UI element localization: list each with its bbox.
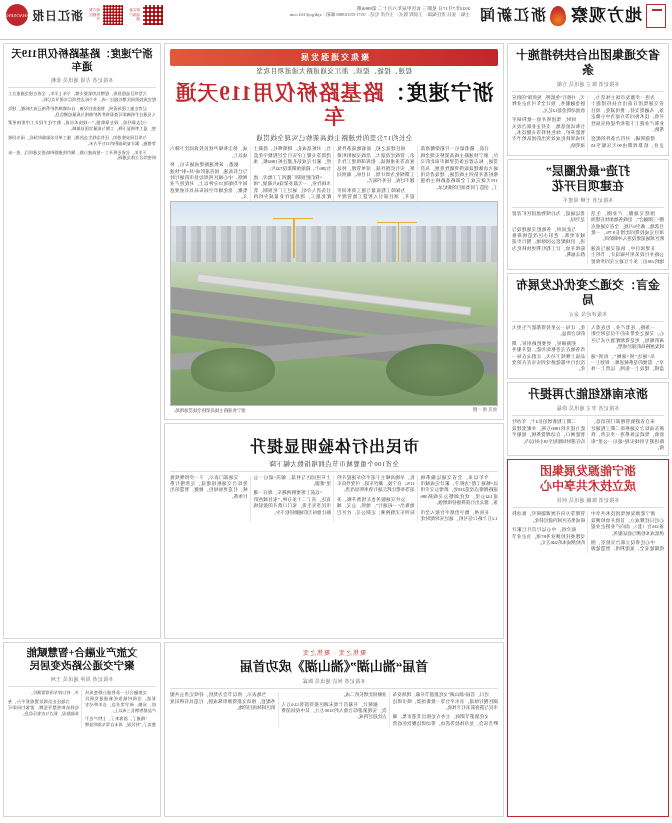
article-byline: 本报记者 陈立 通讯员 方敏 [556,83,620,88]
paragraph: 为保障工程质量与施工效率同步提升，项目部引入智慧工地管理平台，对桩基成孔、钢筋绑扎、混凝土浇筑等关键工序实行全过程数字化监控，累计完成钻孔灌注桩1860根、承台286个、箱梁预制架设742片。 [253,146,415,200]
qr-caption-wechat: 地方观察微信号 [89,8,101,22]
divider [512,207,664,208]
photo-credit: 拍友 周一 摄 [472,406,497,412]
page-body [0,40,672,820]
masthead-credits: 主编：张钰 责任编辑：王晨辉 版式：王丹萍 电话：0571-85310888 邮箱：zjdfgc@163.com [289,12,470,17]
paragraph: 一条路，连着产业，也连着人心。交通之变带来的不仅是时空距离的缩短，更是资源配置方式与区域发展格局的深层重塑。 [591,325,664,350]
photo-caption-row [170,406,498,414]
highlighted-article-card [507,459,669,817]
divider [170,471,498,472]
paragraph: “我们把预制厂搬到了工地旁，流水线作业，一天最多架设6片箱梁。”项目负责人介绍，通过工厂化预制、装配化施工，现场湿作业量减少约四成，扬尘和噪声扰民投诉同比下降六成以上。 [170,146,331,200]
opinion-card [507,273,669,379]
secondary-story-card [164,423,504,639]
paragraph: 日前，随着最后一片箱梁精准落位，浙宁快速路主线高架桥实现全线贯通，标志着这条贯穿城市南北的交通大动脉建设取得突破性进展。从首根桩基开钻到主线贯通，建设者仅用119天就完成了全部路基路桥主体施工，创造了同类项目的新纪录。 [420,146,498,190]
masthead-date: 2024年7月17日 星期三 农历甲辰年六月十二 第8866期 [356,6,470,11]
divider [512,507,664,508]
lead-subhead: 全长约17公里的快速路主线高架桥已实现全线贯通 [255,135,413,143]
bottom-body [170,692,498,727]
paragraph: 为进一步激发市场主体活力，省交通集团日前出台扶持措施十条，从融资支持、费用减免、项目开放、技术协同等方面为中小微企业和产业链上下游伙伴提供实质性帮助。 [591,95,664,133]
paragraph: 围绕交通圈、产业圈、生活圈“三圈融合”，沿线各地加快在建项目落地。截至6月底，全省交通重点项目完成投资同比增长9.7%，一批跨区域通道建设进入冲刺阶段。 [591,210,664,242]
paragraph: 浙宁能源发展集团技术共享中心近日挂牌成立，首批开放检测设备126台（套），面向产业链企业提供低成本检测与验证服务。 [591,511,664,536]
divider [8,686,156,687]
paragraph: 据悉，该快速路建成通车后，将与已有高速、国省道形成“环+射”快速网络，中心城区到周边县市的通行时间平均缩短15分钟以上，对促进产业集聚、优化城市空间布局具有重要意义。 [170,162,248,200]
article-headline: 金言：交通之变优化发展布局 [516,278,661,307]
article-body [512,511,664,552]
paragraph: 二期工程新增泊位4个，年吞吐能力提升约1800万吨，并配套建设智能闸口、自动理货系统，船舶平均在港时间缩短至18小时以内。 [512,419,585,444]
paragraph: 交通部门表示，下一步将继续推进综合交通枢纽建设，完善慢行系统，打造更加绿色、便捷、智慧的出行体系。 [170,474,248,499]
masthead-meta [163,4,478,18]
divider [170,688,498,689]
lead-headline-part1: 浙宁速度： [383,81,494,105]
article-headline: 文旅产业融合+智慧赋能 聚宁交通公路改变居民 [26,648,138,673]
flame-icon [550,6,566,26]
lead-headline [170,81,498,129]
masthead-section-title: 地方观察 [570,6,642,25]
qr-code-wechat-icon[interactable] [103,5,123,25]
center-column [164,43,504,817]
city-seal-icon: SHAOXING [6,4,28,26]
crane-icon [293,218,295,258]
lead-kicker: 提速、提能、提质，浙江交通道路大通道项目攻坚 [255,68,413,75]
paragraph: 据统计，开幕首个周末湖区接待游客12.6万人次，实现旅游综合收入约3100万元，其中夜间消费占比超过四成。 [281,701,387,720]
lead-story-card [164,43,504,420]
secondary-body [170,475,498,523]
article-byline: 本报记者 王峰 周建平 [562,198,614,204]
paragraph: 据介绍，中心运行首月已累计受理委托检测业务87项，为企业节约检测成本约240万元。 [512,527,585,545]
article-headline: 打造“最优圈层” 在建项目开花 [546,163,631,193]
masthead-brand [478,4,666,28]
article-headline: 浙东南枢纽能力再提升 [528,387,649,402]
paragraph: 今年以来，全省交通运输系统以“畅通工程”为抓手，累计完成城市道路拥堵点改造218处，新增公交专用道142公里，优化调整公交线路386条，群众出行获得感持续增强。 [420,474,498,506]
divider [8,87,156,88]
article-body [512,325,664,374]
masthead-paper-name: 浙江新闻 [477,8,546,24]
photo-greenery-left [386,344,484,397]
lead-body [170,146,498,200]
article-byline: 本报记者 陈颖 通讯员 何佳 [556,499,620,505]
article-byline: 本报评论员 金言 [568,313,608,318]
paragraph: “路通了，游客来了，土特产也不愁卖了。”村民说，周末自驾车流明显增多，村口停车场常常满位。 [28,690,156,728]
paragraph: “过去靠经验，现在靠数据。”一线技术员说，数字化手段让工序衔接更紧密，返工率明显下降，工期与质量实现双保障。 [8,120,156,132]
article-headline: 浙宁速度：路基路桥仅用119天通车 [11,49,153,74]
right-column [3,43,161,817]
bottom-story-card [164,642,504,817]
secondary-subhead: 全省100个重要城市节点拥堵指数大幅下降 [268,460,400,468]
masthead-badge-icon [646,4,666,28]
paragraph: 把路修好，更要把路用好。期待各地在完善枢纽功能、提升服务品质上继续下功夫，让群众在每一次出行中都能感受到实实在在的变化。 [512,340,585,372]
paragraph: 下半年，全省还将开工一批高速公路、城市快速路和轨道交通项目，进一步织密综合立体交通网。 [8,149,156,161]
article-body [8,91,156,161]
left-column [507,43,669,817]
bottom-byline: 本报记者 何洁 通讯员 陈霖 [302,680,366,686]
article-body [512,95,664,151]
photo-skyline [171,226,497,263]
paragraph: 文化旅游节期间，主办方还推出非遗市集、湖畔音乐会、龙舟体验等活动，带动周边餐饮住宿营业额同比增长约二成。 [340,692,498,726]
paragraph: 当地表示，将以节会为契机，持续完善公共服务配套，推动文旅资源串珠成链，打造具有辨识度的区域休闲目的地。 [170,692,276,711]
paragraph: 中心还将设立联合实验室，围绕储能安全、氢能利用、智慧能源管理等方向开展课题研究，推动科研成果在区域内就近转化。 [512,511,664,552]
lead-photo [170,201,498,406]
article-byline: 本报记者 李文 通讯员 徐磊 [556,407,620,413]
article-body [512,211,664,265]
paragraph: 同时，集团将开放一批科研平台和试验基地，支持企业联合攻关智能养护、绿色材料等关键技术，对成果转化成效突出的团队给予专项奖励。 [512,117,585,148]
article-byline: 本报记者 周萍 通讯员 王珂 [50,678,114,684]
article-card [507,159,669,270]
crane-icon [398,222,400,262]
paragraph: 交旅融合让一条普通公路变成风景道。沿线村镇依托新通道发展民宿、采摘、研学等业态，去年带动农产品销售增长三成以上。 [85,690,156,713]
paragraph: 项目建设之初，面临地质条件复杂、管线迁改量大、沿线交通组织难度高等多重挑战。指挥部组建工作专班，实行挂图作战、清单管理，将总工期细化为周计划、日目标，做到问题不过夜、任务不隔天。 [337,146,415,184]
masthead [0,0,672,40]
paragraph: 在杭州，数字治堵平台接入全市1.2万个路口信号机，通过实时配时优化，早晚高峰主干道平均车速提升约11%；在宁波，潮汐车道、可变导向车道等举措让跨江通行效率明显改善。 [337,474,498,521]
lead-headline-part2: 路基路桥仅用119天通车 [174,81,384,130]
paragraph: 公共交通服务也在悄然升级。多地推出“一码通行”，地铁、公交、城际列车无缝换乘；定制公交、社区巴士开进园区与村落，解决“最后一公里”难题。 [253,474,415,515]
paragraph: 当地还在沿线设置观景平台、充电驿站和智慧导览牌，游客扫码即可获取路况、景点与农家乐信息。 [8,699,79,716]
paragraph: 来自省港航管理部门的消息，浙东南综合交通枢纽二期工程通过验收，集疏运体系进一步完善，铁路进港专用线实现“最后一公里”衔接。 [591,419,664,450]
article-card [507,382,669,456]
article-card [507,43,669,156]
masthead-qr-group [6,4,163,26]
paragraph: 从“通达”到“通畅”，再到“通享”，需要的是系统思维：规划上一盘棋，建设上一张网，运营上一体化，让每一公里投资都能产生更大的综合效益。 [512,325,664,372]
article-card [3,642,161,817]
paragraph: 措施明确，对符合条件的配套企业，结算周期由90天压缩至45天，并推行“免抵押、免担保”的供应链金融服务，预计全年可为企业释放流动资金超12亿元。 [512,95,664,148]
bottom-kicker: 聚焦之变 · 聚焦之变 [302,651,366,657]
divider [512,91,664,92]
paragraph: 大型项目是稳投资、促增长的重要支撑。今年上半年，全省在建交通重点工程完成投资同比增长超过一成，多个标志性项目实现节点目标。 [8,91,156,103]
article-card [3,43,161,639]
qr-caption-app: 浙江新闻客户端 [129,8,141,22]
paragraph: 在建项目中，轨道交通与高速公路并行段采用共廊设计，节约土地约230亩；多个互通立交同步预留货运通道，为后续物流园区扩容留足空间。 [512,210,664,264]
article-headline: 省交通集团出台扶持措施十条 [516,48,661,77]
paper-logo: 浙江日报 [31,8,84,23]
divider [512,415,664,416]
article-body [8,690,156,728]
article-byline: 本报记者 方周 通讯员 张帆 [50,79,114,85]
paragraph: “以前上班要倒两趟车，现在一趟直达，省了二十多分钟。”家住城西的市民李先生说，家门口新开的接驳线路让他每天的通勤轻松不少。 [253,490,331,515]
article-headline: 浙宁能源发展集团 成立技术共享中心 [540,464,637,494]
paragraph: 近日，首届“湍山湖”文化旅游节开幕，现场发布湖区慢行绿道、亲水平台等一批新场景，吸引周边市民与游客前来打卡体验。 [392,692,498,711]
photo-greenery-right [191,348,276,393]
paragraph: 记者在施工现场看到，智能张拉设备、自动喷淋养护系统已成为标配，建设人员通过手机端即可查看构件养护曲线与质量追溯信息。 [8,105,156,117]
paragraph: 与此同时，各地把交通建设与城市更新、老旧小区改造统筹推进，沿线配套公园绿地、慢行步道陆续开放，让工程红利更快转化为群众福利。 [512,226,585,258]
photo-caption: 浙宁快速路主线高架桥全线贯通现场。 [171,407,246,413]
section-banner: 聚焦交通强发展 [170,49,498,66]
article-body [512,419,664,451]
bottom-headline: 首届“湍山湖”《湍山湖》成功首届 [239,659,429,674]
divider [512,321,664,322]
qr-code-icon[interactable] [143,5,163,25]
secondary-headline: 市民出行体验明显提升 [249,438,420,456]
paragraph: 与项目同步推进的，还有沿线生态治理。施工单位采取临时绿化、雨水回收等措施，累计复绿面积约11万平方米。 [8,135,156,146]
